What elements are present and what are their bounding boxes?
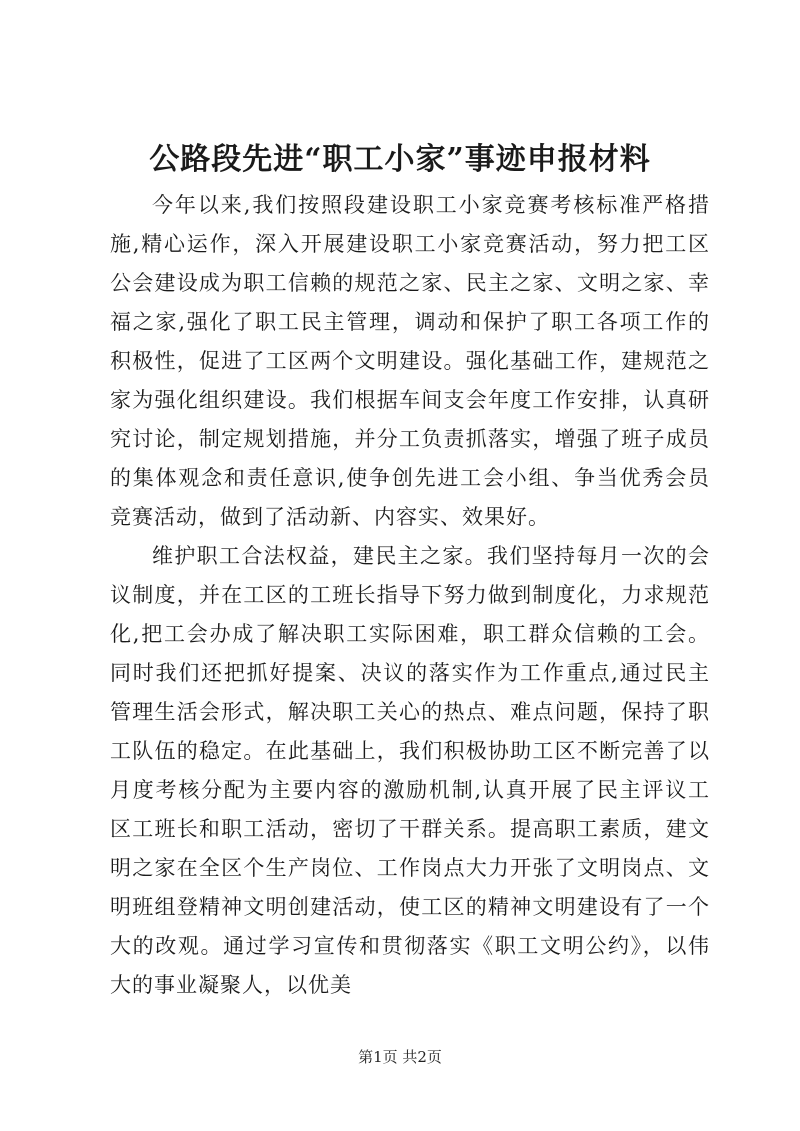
page-footer: 第1页 共2页 (358, 1048, 442, 1066)
paragraph-2: 维护职工合法权益，建民主之家。我们坚持每月一次的会议制度，并在工区的工班长指导下努力做到制度化，力求规范化,把工会办成了解决职工实际困难，职工群众信赖的工会。同时我们还把抓好提案、决议的落实作为工作重点,通过民主管理生活会形式，解决职工关心的热点、难点问题，保持了职工队伍的稳定。在此基础上，我们积极协助工区不断完善了以月度考核分配为主要内容的激励机制,认真开展了民主评议工区工班长和职工活动，密切了干群关系。提高职工素质，建文明之家在全区个生产岗位、工作岗点大力开张了文明岗点、文明班组登精神文明创建活动，使工区的精神文明建设有了一个大的改观。通过学习宣传和贯彻落实《职工文明公约》，以伟大的事业凝聚人，以优美 (110, 544, 710, 997)
document-title: 公路段先进“职工小家”事迹申报材料 (149, 142, 651, 177)
paragraph-1: 今年以来,我们按照段建设职工小家竞赛考核标准严格措施,精心运作，深入开展建设职工小家竞赛活动，努力把工区公会建设成为职工信赖的规范之家、民主之家、文明之家、幸福之家,强化了职工民主管理，调动和保护了职工各项工作的积极性，促进了工区两个文明建设。强化基础工作，建规范之家为强化组织建设。我们根据车间支会年度工作安排，认真研究讨论，制定规划措施，并分工负责抓落实，增强了班子成员的集体观念和责任意识,使争创先进工会小组、争当优秀会员竞赛活动，做到了活动新、内容实、效果好。 (110, 193, 710, 529)
document-body (110, 186, 710, 1005)
